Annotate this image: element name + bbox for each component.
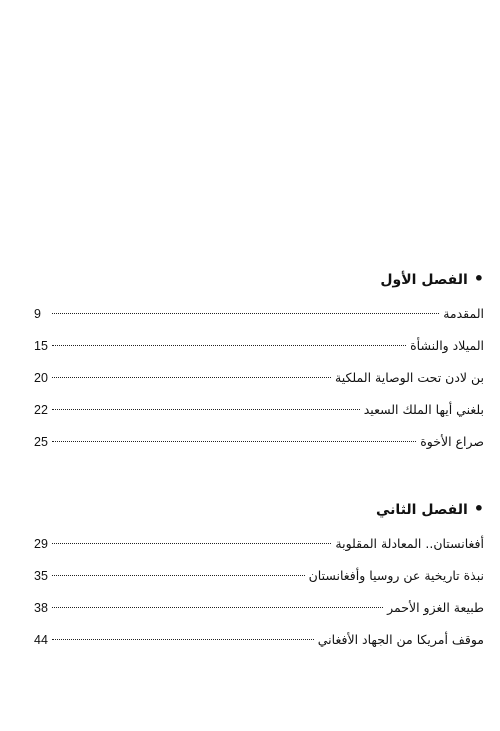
- dot-leader: [52, 639, 314, 640]
- toc-entry[interactable]: [34, 592, 484, 624]
- chapter-2-heading: [34, 497, 484, 521]
- toc-entry-title: أفغانستان.. المعادلة المقلوبة: [335, 536, 484, 551]
- toc-entry-page: 25: [34, 435, 48, 449]
- chapter-1-section: [34, 267, 484, 458]
- dot-leader: [52, 575, 305, 576]
- dot-leader: [52, 543, 331, 544]
- toc-entry-title: بلغني أيها الملك السعيد: [363, 402, 484, 417]
- chapter-1-title: الفصل الأول: [380, 272, 468, 288]
- toc-entry-title: بن لادن تحت الوصاية الملكية: [335, 370, 484, 385]
- bullet-icon: •: [473, 499, 484, 518]
- toc-entry-title: موقف أمريكا من الجهاد الأفغاني: [317, 632, 484, 647]
- toc-entry[interactable]: [34, 624, 484, 656]
- toc-entry-title: المقدمة: [443, 306, 484, 321]
- toc-entry[interactable]: [34, 330, 484, 362]
- toc-entry-title: نبذة تاريخية عن روسيا وأفغانستان: [308, 568, 484, 583]
- toc-entry-page: 35: [34, 569, 48, 583]
- toc-entry[interactable]: [34, 426, 484, 458]
- toc-entry-page: 38: [34, 601, 48, 615]
- toc-entry[interactable]: [34, 298, 484, 330]
- dot-leader: [52, 607, 383, 608]
- toc-entry-title: صراع الأخوة: [420, 434, 484, 449]
- dot-leader: [52, 377, 331, 378]
- chapter-2-section: [34, 497, 484, 656]
- toc-entry[interactable]: [34, 528, 484, 560]
- bullet-icon: •: [473, 269, 484, 288]
- chapter-2-title: الفصل الثاني: [376, 502, 468, 518]
- dot-leader: [52, 409, 360, 410]
- toc-entry-page: 15: [34, 339, 48, 353]
- toc-entry-page: 44: [34, 633, 48, 647]
- toc-entry-page: 22: [34, 403, 48, 417]
- toc-entry-page: 29: [34, 537, 48, 551]
- chapter-1-heading: [34, 267, 484, 291]
- toc-entry[interactable]: [34, 560, 484, 592]
- toc-entry-page: 20: [34, 371, 48, 385]
- toc-entry-page: 9: [34, 307, 41, 321]
- dot-leader: [52, 441, 416, 442]
- dot-leader: [52, 313, 439, 314]
- toc-entry-title: طبيعة الغزو الأحمر: [387, 600, 484, 615]
- toc-entry[interactable]: [34, 394, 484, 426]
- toc-entry[interactable]: [34, 362, 484, 394]
- dot-leader: [52, 345, 406, 346]
- toc-entry-title: الميلاد والنشأة: [410, 338, 484, 353]
